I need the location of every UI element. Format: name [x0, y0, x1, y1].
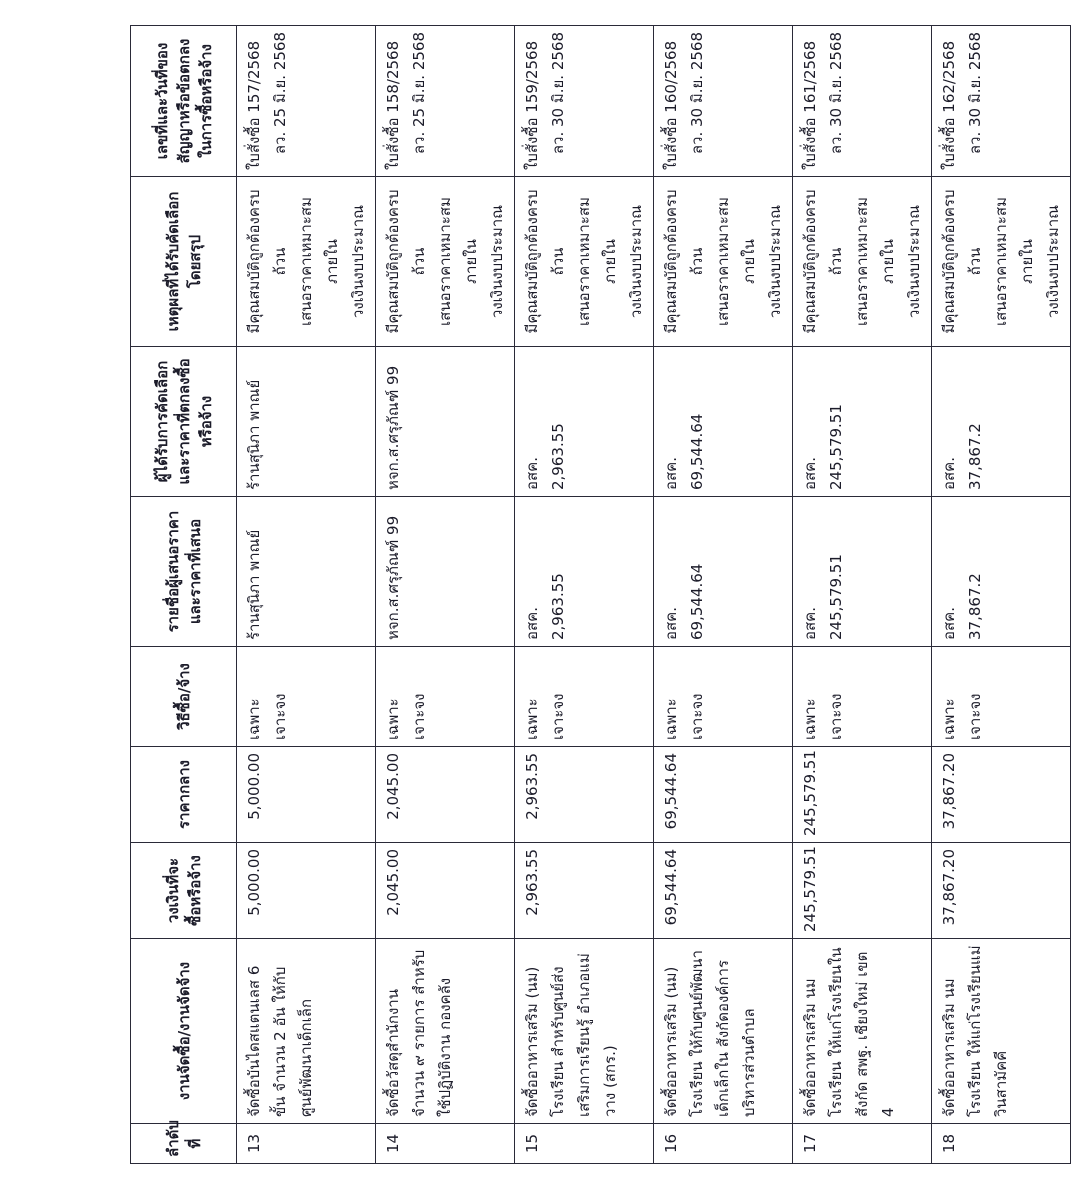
contract-cell — [376, 26, 515, 177]
row-number: 18 — [932, 1124, 1071, 1164]
selected-cell — [515, 347, 654, 497]
selected-name: อสค. — [523, 457, 541, 490]
budget-amount: 5,000.00 — [237, 843, 376, 939]
median-price: 69,544.64 — [654, 747, 793, 843]
header-item: งานจัดซื้อ/งานจัดจ้าง — [131, 939, 237, 1124]
procurement-table-sheet — [130, 26, 1062, 1164]
selected-name: อสค. — [801, 457, 819, 490]
header-no: ลำดับที่ — [131, 1124, 237, 1164]
procurement-method: เฉพาะเจาะจง — [237, 647, 376, 747]
procurement-method: เฉพาะเจาะจง — [376, 647, 515, 747]
item-description: จัดซื้อวัสดุสำนักงาน จำนวน ๙ รายการ สำหรับใช้ปฏิบัติงาน กองคลัง — [376, 939, 515, 1124]
contract-cell — [793, 26, 932, 177]
budget-amount: 245,579.51 — [793, 843, 932, 939]
bidder-price: 2,963.55 — [549, 573, 567, 640]
budget-amount: 2,963.55 — [515, 843, 654, 939]
median-price: 37,867.20 — [932, 747, 1071, 843]
median-price: 2,963.55 — [515, 747, 654, 843]
bidder-name: อสค. — [662, 607, 680, 640]
selected-price: 245,579.51 — [827, 404, 845, 490]
item-description: จัดซื้ออาหารเสริม (นม) โรงเรียน ให้กับศูนย์พัฒนาเด็กเล็กใน สังกัดองค์การบริหารส่วนตำบล — [654, 939, 793, 1124]
contract-date: ลว. 30 มิ.ย. 2568 — [688, 32, 706, 155]
header-reason: เหตุผลที่ได้รับคัดเลือกโดยสรุป — [131, 177, 237, 347]
selected-cell — [932, 347, 1071, 497]
selected-name: หจก.ส.ศรุภัณฑ์ 99 — [384, 365, 402, 490]
row-number: 16 — [654, 1124, 793, 1164]
procurement-method: เฉพาะเจาะจง — [793, 647, 932, 747]
row-number: 15 — [515, 1124, 654, 1164]
budget-amount: 69,544.64 — [654, 843, 793, 939]
selection-reason: มีคุณสมบัติถูกต้องครบถ้วน เสนอราคาเหมาะสมภายใน วงเงินงบประมาณ — [932, 177, 1071, 347]
selected-cell — [376, 347, 515, 497]
selected-cell — [237, 347, 376, 497]
median-price: 2,045.00 — [376, 747, 515, 843]
table-header-row — [131, 26, 237, 1164]
budget-amount: 37,867.20 — [932, 843, 1071, 939]
contract-date: ลว. 30 มิ.ย. 2568 — [966, 32, 984, 155]
selected-name: อสค. — [662, 457, 680, 490]
bidder-name: อสค. — [523, 607, 541, 640]
selected-name: ร้านสุนิภา พาณย์ — [245, 379, 263, 490]
selection-reason: มีคุณสมบัติถูกต้องครบถ้วน เสนอราคาเหมาะสมภายใน วงเงินงบประมาณ — [515, 177, 654, 347]
header-contract: เลขที่และวันที่ของสัญญาหรือข้อตกลงในการซื้อหรือจ้าง — [131, 26, 237, 177]
selection-reason: มีคุณสมบัติถูกต้องครบถ้วน เสนอราคาเหมาะสมภายใน วงเงินงบประมาณ — [654, 177, 793, 347]
header-bidders: รายชื่อผู้เสนอราคาและราคาที่เสนอ — [131, 497, 237, 647]
bidder-name: หจก.ส.ศรุภัณฑ์ 99 — [384, 515, 402, 640]
budget-amount: 2,045.00 — [376, 843, 515, 939]
contract-cell — [515, 26, 654, 177]
contract-number: ใบสั่งซื้อ 162/2568 — [940, 40, 958, 170]
selected-price: 2,963.55 — [549, 423, 567, 490]
table-row — [793, 26, 932, 1164]
bidder-price: 37,867.2 — [966, 573, 984, 640]
selection-reason: มีคุณสมบัติถูกต้องครบถ้วน เสนอราคาเหมาะสมภายใน วงเงินงบประมาณ — [376, 177, 515, 347]
header-budget: วงเงินที่จะซื้อหรือจ้าง — [131, 843, 237, 939]
header-median-price: ราคากลาง — [131, 747, 237, 843]
bidder-name: อสค. — [940, 607, 958, 640]
item-description: จัดซื้ออาหารเสริม นม โรงเรียน ให้แก่โรงเรียนในสังกัด สพฐ. เชียงใหม่ เขต 4 — [793, 939, 932, 1124]
contract-date: ลว. 30 มิ.ย. 2568 — [549, 32, 567, 155]
table-row — [515, 26, 654, 1164]
selected-price: 37,867.2 — [966, 423, 984, 490]
contract-date: ลว. 25 มิ.ย. 2568 — [271, 32, 289, 155]
contract-number: ใบสั่งซื้อ 157/2568 — [245, 40, 263, 170]
contract-cell — [237, 26, 376, 177]
bidder-name: อสค. — [801, 607, 819, 640]
procurement-method: เฉพาะเจาะจง — [654, 647, 793, 747]
procurement-method: เฉพาะเจาะจง — [932, 647, 1071, 747]
contract-cell — [932, 26, 1071, 177]
selected-name: อสค. — [940, 457, 958, 490]
selected-cell — [654, 347, 793, 497]
row-number: 14 — [376, 1124, 515, 1164]
median-price: 245,579.51 — [793, 747, 932, 843]
contract-cell — [654, 26, 793, 177]
contract-number: ใบสั่งซื้อ 161/2568 — [801, 40, 819, 170]
bidder-cell — [515, 497, 654, 647]
table-row — [654, 26, 793, 1164]
bidder-cell — [654, 497, 793, 647]
row-number: 13 — [237, 1124, 376, 1164]
table-row — [932, 26, 1071, 1164]
selected-price: 69,544.64 — [688, 413, 706, 490]
row-number: 17 — [793, 1124, 932, 1164]
item-description: จัดซื้อบันไดสแตนเลส 6 ขั้น จำนวน 2 อัน ให้กับศูนย์พัฒนาเด็กเล็ก — [237, 939, 376, 1124]
contract-date: ลว. 30 มิ.ย. 2568 — [827, 32, 845, 155]
bidder-cell — [932, 497, 1071, 647]
header-selected: ผู้ได้รับการคัดเลือกและราคาที่ตกลงซื้อหรือจ้าง — [131, 347, 237, 497]
contract-number: ใบสั่งซื้อ 159/2568 — [523, 40, 541, 170]
bidder-price: 245,579.51 — [827, 554, 845, 640]
selected-cell — [793, 347, 932, 497]
table-row — [376, 26, 515, 1164]
bidder-cell — [237, 497, 376, 647]
contract-date: ลว. 25 มิ.ย. 2568 — [410, 32, 428, 155]
bidder-cell — [793, 497, 932, 647]
procurement-method: เฉพาะเจาะจง — [515, 647, 654, 747]
table-row — [237, 26, 376, 1164]
selection-reason: มีคุณสมบัติถูกต้องครบถ้วน เสนอราคาเหมาะสมภายใน วงเงินงบประมาณ — [237, 177, 376, 347]
procurement-summary-table — [130, 25, 1071, 1164]
header-method: วิธีซื้อ/จ้าง — [131, 647, 237, 747]
contract-number: ใบสั่งซื้อ 158/2568 — [384, 40, 402, 170]
item-description: จัดซื้ออาหารเสริม (นม) โรงเรียน สำหรับศูนย์ส่งเสริมการเรียนรู้ อำเภอแม่วาง (สกร.) — [515, 939, 654, 1124]
selection-reason: มีคุณสมบัติถูกต้องครบถ้วน เสนอราคาเหมาะสมภายใน วงเงินงบประมาณ — [793, 177, 932, 347]
item-description: จัดซื้ออาหารเสริม นม โรงเรียน ให้แก่โรงเรียนแม่วินสามัคคี — [932, 939, 1071, 1124]
bidder-cell — [376, 497, 515, 647]
bidder-name: ร้านสุนิภา พาณย์ — [245, 529, 263, 640]
median-price: 5,000.00 — [237, 747, 376, 843]
contract-number: ใบสั่งซื้อ 160/2568 — [662, 40, 680, 170]
bidder-price: 69,544.64 — [688, 563, 706, 640]
